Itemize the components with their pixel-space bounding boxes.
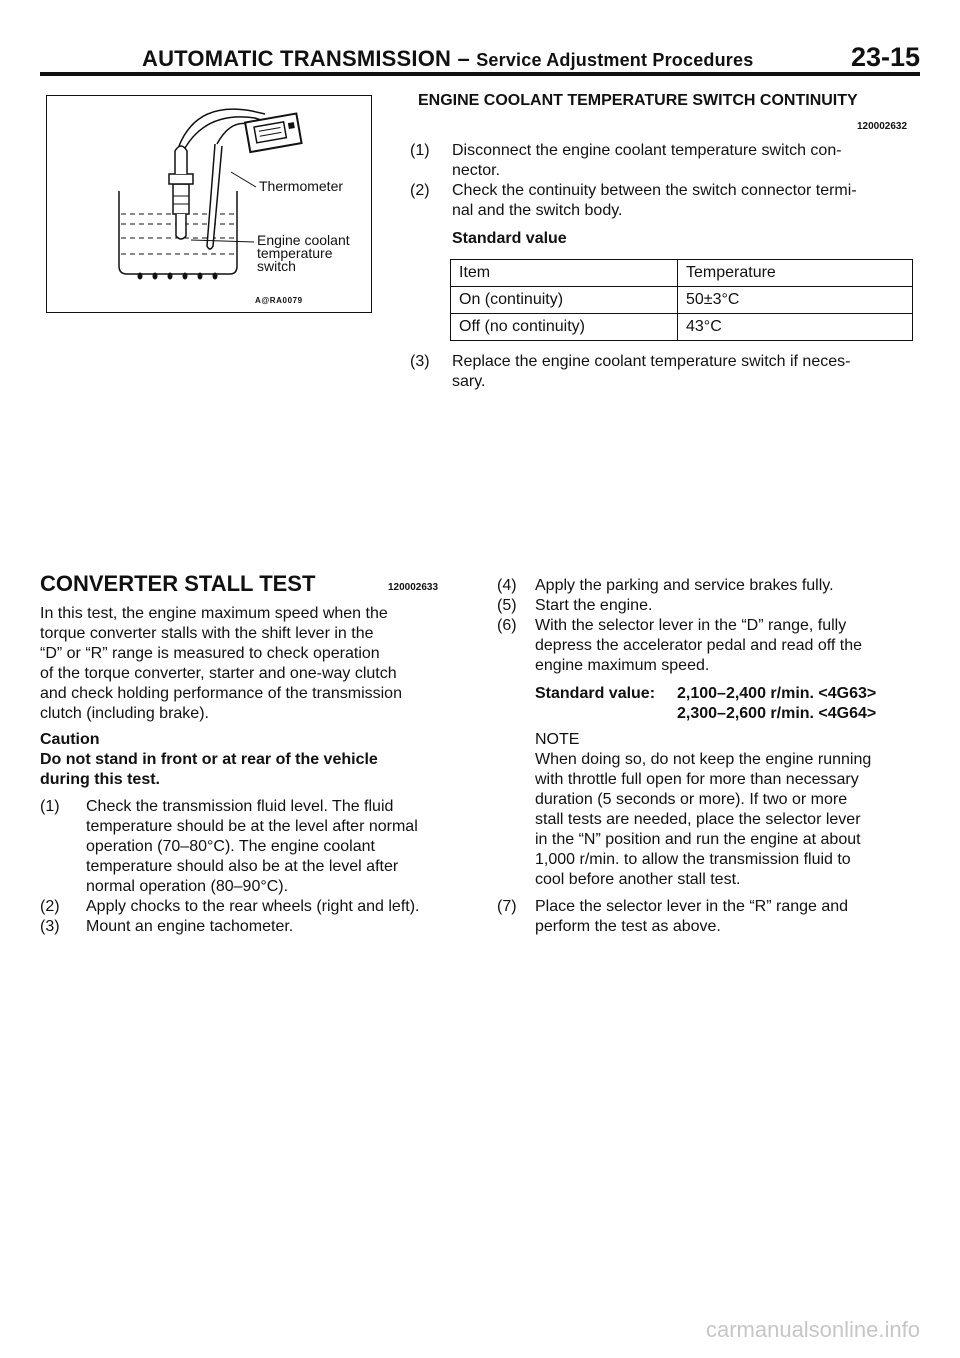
note-label: NOTE xyxy=(535,731,580,748)
table-header-cell: Temperature xyxy=(678,260,913,287)
step-text: normal operation (80–90°C). xyxy=(86,878,289,895)
stall-test-code: 120002633 xyxy=(388,582,439,593)
intro-line: In this test, the engine maximum speed when the xyxy=(40,605,388,622)
watermark-link[interactable]: carmanualsonline.info xyxy=(705,1317,920,1342)
header-section: AUTOMATIC TRANSMISSION xyxy=(142,46,452,71)
step-text: nal and the switch body. xyxy=(452,202,623,219)
caution-label: Caution xyxy=(40,731,100,748)
step-text: perform the test as above. xyxy=(535,918,721,935)
intro-line: of the torque converter, starter and one-way clutch xyxy=(40,665,397,682)
step-text: operation (70–80°C). The engine coolant xyxy=(86,838,375,855)
step-text: Check the transmission fluid level. The fluid xyxy=(86,798,394,815)
note-line: When doing so, do not keep the engine running xyxy=(535,751,872,768)
header-rule xyxy=(40,72,920,76)
table-row xyxy=(451,287,913,314)
step-text: With the selector lever in the “D” range, fully xyxy=(535,617,847,634)
standard-value-table xyxy=(450,259,913,341)
step-number: (7) xyxy=(497,898,517,915)
switch-label-line-1: Engine coolant xyxy=(257,232,350,248)
header-subsection: Service Adjustment Procedures xyxy=(476,50,754,70)
note-line: cool before another stall test. xyxy=(535,871,741,888)
step-number: (2) xyxy=(40,898,60,915)
stall-standard-value-label: Standard value: xyxy=(535,685,656,702)
step-text: nector. xyxy=(452,162,501,179)
step-text: Check the continuity between the switch connector termi- xyxy=(452,182,857,199)
table-cell: 43°C xyxy=(678,314,913,341)
continuity-section-code: 120002632 xyxy=(857,121,908,132)
step-text: temperature should be at the level after normal xyxy=(86,818,418,835)
note-line: in the “N” position and run the engine at about xyxy=(535,831,861,848)
step-number: (1) xyxy=(410,142,430,159)
switch-label-line-3: switch xyxy=(257,258,296,274)
step-number: (2) xyxy=(410,182,430,199)
stall-standard-value-4g64: 2,300–2,600 r/min. <4G64> xyxy=(677,705,877,722)
note-line: stall tests are needed, place the selector lever xyxy=(535,811,861,828)
table-header-row xyxy=(451,260,913,287)
switch-label-line-2: temperature xyxy=(257,245,333,261)
step-text: depress the accelerator pedal and read off the xyxy=(535,637,863,654)
intro-line: clutch (including brake). xyxy=(40,705,209,722)
step-number: (6) xyxy=(497,617,517,634)
step-text: Mount an engine tachometer. xyxy=(86,918,294,935)
step-text: Apply the parking and service brakes fully. xyxy=(535,577,834,594)
header-dash: – xyxy=(457,46,470,71)
figure-code: A@RA0079 xyxy=(255,296,303,305)
step-number: (1) xyxy=(40,798,60,815)
table-header-cell: Item xyxy=(451,260,678,287)
stall-test-title: CONVERTER STALL TEST xyxy=(40,571,316,596)
header-title xyxy=(142,46,753,72)
thermometer-label: Thermometer xyxy=(259,178,344,194)
table-cell: On (continuity) xyxy=(451,287,678,314)
step-number: (5) xyxy=(497,597,517,614)
table-cell: Off (no continuity) xyxy=(451,314,678,341)
intro-line: torque converter stalls with the shift lever in the xyxy=(40,625,374,642)
step-text: Disconnect the engine coolant temperature switch con- xyxy=(452,142,842,159)
table-cell: 50±3°C xyxy=(678,287,913,314)
step-text: sary. xyxy=(452,373,486,390)
stall-standard-value-4g63: 2,100–2,400 r/min. <4G63> xyxy=(677,685,877,702)
page-number: 23-15 xyxy=(850,42,920,72)
intro-line: and check holding performance of the transmission xyxy=(40,685,402,702)
page-header xyxy=(120,42,920,72)
step-text: engine maximum speed. xyxy=(535,657,710,674)
note-line: with throttle full open for more than necessary xyxy=(535,771,859,788)
step-text: temperature should also be at the level after xyxy=(86,858,399,875)
step-number: (3) xyxy=(410,353,430,370)
caution-text: Do not stand in front or at rear of the vehicle xyxy=(40,751,378,768)
intro-line: “D” or “R” range is measured to check operation xyxy=(40,645,380,662)
step-text: Start the engine. xyxy=(535,597,653,614)
coolant-switch-figure xyxy=(46,95,372,313)
thermometer-switch-illustration xyxy=(47,96,373,314)
step-text: Place the selector lever in the “R” range and xyxy=(535,898,849,915)
note-line: duration (5 seconds or more). If two or more xyxy=(535,791,848,808)
table-row xyxy=(451,314,913,341)
step-number: (4) xyxy=(497,577,517,594)
step-text: Apply chocks to the rear wheels (right and left). xyxy=(86,898,420,915)
step-number: (3) xyxy=(40,918,60,935)
standard-value-label: Standard value xyxy=(452,230,567,247)
continuity-section-title: ENGINE COOLANT TEMPERATURE SWITCH CONTINUITY xyxy=(418,92,858,109)
caution-text: during this test. xyxy=(40,771,160,788)
note-line: 1,000 r/min. to allow the transmission fluid to xyxy=(535,851,851,868)
step-text: Replace the engine coolant temperature switch if neces- xyxy=(452,353,851,370)
